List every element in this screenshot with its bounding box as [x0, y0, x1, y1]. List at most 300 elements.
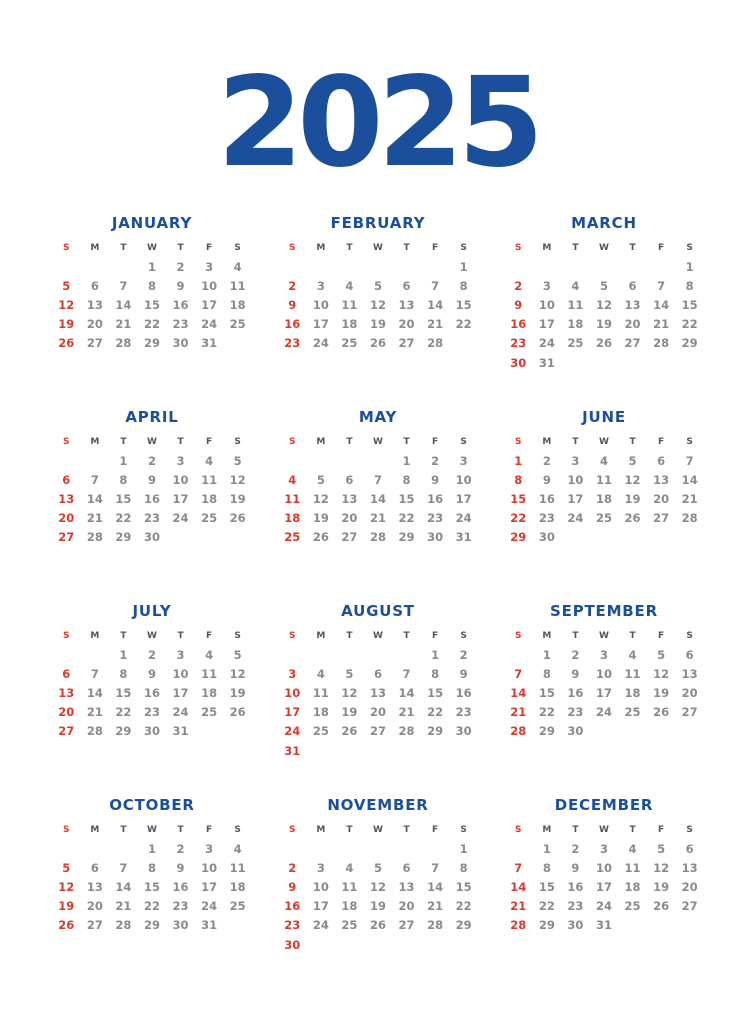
sunday-date: 18 [284, 511, 301, 526]
weekday-label: S [460, 242, 467, 253]
date: 3 [316, 860, 325, 875]
week-row [278, 451, 478, 470]
date: 3 [599, 647, 608, 662]
weekday-label: T [177, 824, 184, 835]
week-row [52, 470, 252, 489]
date: 17 [201, 297, 218, 312]
date: 6 [685, 841, 694, 856]
date: 11 [341, 879, 358, 894]
week-row [278, 703, 478, 722]
week-row [278, 315, 478, 334]
date: 16 [567, 879, 584, 894]
date: 4 [345, 860, 354, 875]
date: 28 [398, 724, 415, 739]
date: 14 [369, 491, 386, 506]
sunday-date: 29 [510, 530, 527, 545]
date: 20 [681, 685, 698, 700]
date: 8 [685, 278, 694, 293]
date: 13 [624, 297, 641, 312]
sunday-date: 23 [284, 918, 301, 933]
weekday-label: F [432, 824, 439, 835]
date: 8 [459, 278, 468, 293]
date: 3 [542, 278, 551, 293]
date: 13 [398, 879, 415, 894]
weekday-label: F [206, 242, 213, 253]
date: 5 [345, 666, 354, 681]
date: 9 [542, 472, 551, 487]
weekday-label: T [177, 436, 184, 447]
date: 29 [115, 724, 132, 739]
date: 22 [455, 899, 472, 914]
week-row [52, 916, 252, 935]
weekday-label: M [90, 824, 100, 835]
date: 12 [341, 685, 358, 700]
date: 13 [653, 472, 670, 487]
date: 31 [172, 724, 189, 739]
month-name: OCTOBER [109, 796, 195, 814]
date: 14 [86, 685, 103, 700]
date: 24 [201, 317, 218, 332]
week-row [278, 276, 478, 295]
week-row [52, 295, 252, 314]
weekday-label: S [460, 824, 467, 835]
date: 27 [624, 336, 641, 351]
month-name: JANUARY [111, 214, 193, 232]
week-row [504, 451, 704, 470]
weekday-header [504, 432, 704, 451]
week-row [278, 334, 478, 353]
sunday-date: 23 [510, 336, 527, 351]
date: 22 [538, 899, 555, 914]
weekday-header [52, 432, 252, 451]
date: 18 [341, 899, 358, 914]
date: 2 [147, 453, 156, 468]
week-row [52, 489, 252, 508]
date: 28 [86, 724, 103, 739]
weekday-label: F [206, 436, 213, 447]
date: 7 [402, 666, 411, 681]
weekday-label: T [346, 630, 353, 641]
weekday-label: T [403, 436, 410, 447]
weekday-label: T [120, 242, 127, 253]
weekday-label: M [316, 824, 326, 835]
month-name: APRIL [125, 408, 179, 426]
sunday-date: 14 [510, 685, 527, 700]
weekday-label: M [90, 630, 100, 641]
date: 9 [431, 472, 440, 487]
date: 12 [229, 472, 246, 487]
date: 5 [316, 472, 325, 487]
weekday-label: F [658, 824, 665, 835]
date: 5 [628, 453, 637, 468]
date: 5 [657, 841, 666, 856]
date: 27 [681, 705, 698, 720]
date: 29 [538, 918, 555, 933]
weekday-label: S [686, 824, 693, 835]
weekday-label: W [373, 242, 383, 253]
weekday-label: F [658, 242, 665, 253]
date: 6 [685, 647, 694, 662]
month-january [52, 210, 252, 404]
weekday-header [278, 238, 478, 257]
date: 15 [681, 297, 698, 312]
week-row [504, 877, 704, 896]
week-row [278, 295, 478, 314]
date: 6 [90, 860, 99, 875]
weekday-label: S [63, 436, 70, 447]
date: 7 [431, 860, 440, 875]
date: 27 [398, 918, 415, 933]
month-november [278, 792, 478, 986]
sunday-date: 2 [514, 278, 523, 293]
date: 1 [542, 841, 551, 856]
month-name: AUGUST [341, 602, 415, 620]
week-row [278, 722, 478, 741]
week-row [504, 295, 704, 314]
date: 15 [455, 879, 472, 894]
week-row [278, 877, 478, 896]
date: 4 [628, 841, 637, 856]
date: 23 [455, 705, 472, 720]
sunday-date: 13 [58, 685, 75, 700]
week-row [278, 683, 478, 702]
date: 13 [398, 297, 415, 312]
date: 7 [373, 472, 382, 487]
date: 21 [86, 705, 103, 720]
weekday-label: S [515, 436, 522, 447]
date: 14 [681, 472, 698, 487]
months-grid [52, 210, 706, 986]
sunday-date: 1 [514, 453, 523, 468]
date: 18 [312, 705, 329, 720]
date: 12 [229, 666, 246, 681]
date: 2 [176, 841, 185, 856]
week-row [52, 334, 252, 353]
date: 4 [233, 259, 242, 274]
date: 28 [369, 530, 386, 545]
date: 1 [119, 453, 128, 468]
week-row [52, 451, 252, 470]
month-name: MARCH [571, 214, 637, 232]
weekday-label: W [599, 630, 609, 641]
week-row [504, 839, 704, 858]
date: 30 [172, 918, 189, 933]
date: 17 [595, 685, 612, 700]
sunday-date: 21 [510, 899, 527, 914]
week-row [504, 353, 704, 372]
date: 7 [119, 860, 128, 875]
date: 12 [369, 879, 386, 894]
date: 1 [459, 259, 468, 274]
date: 12 [369, 297, 386, 312]
date: 24 [455, 511, 472, 526]
date: 26 [341, 724, 358, 739]
weekday-label: T [572, 436, 579, 447]
date: 19 [229, 685, 246, 700]
date: 3 [316, 278, 325, 293]
sunday-date: 5 [62, 860, 71, 875]
date: 9 [571, 666, 580, 681]
week-row [52, 877, 252, 896]
month-june [504, 404, 704, 598]
date: 7 [119, 278, 128, 293]
month-name: DECEMBER [554, 796, 654, 814]
date: 20 [398, 899, 415, 914]
weekday-label: T [629, 242, 636, 253]
weekday-label: T [629, 630, 636, 641]
date: 19 [624, 491, 641, 506]
weekday-label: S [460, 436, 467, 447]
date: 6 [345, 472, 354, 487]
date: 20 [341, 511, 358, 526]
date: 25 [201, 511, 218, 526]
date: 18 [567, 317, 584, 332]
date: 20 [86, 317, 103, 332]
date: 11 [312, 685, 329, 700]
sunday-date: 21 [510, 705, 527, 720]
weekday-label: S [460, 630, 467, 641]
date: 20 [86, 899, 103, 914]
date: 15 [143, 297, 160, 312]
date: 11 [624, 860, 641, 875]
month-name: FEBRUARY [330, 214, 426, 232]
week-row [278, 470, 478, 489]
week-row [52, 839, 252, 858]
weekday-header [278, 820, 478, 839]
date: 1 [685, 259, 694, 274]
month-name: JULY [132, 602, 172, 620]
date: 24 [172, 511, 189, 526]
date: 19 [653, 685, 670, 700]
week-row [504, 257, 704, 276]
date: 30 [172, 336, 189, 351]
date: 25 [595, 511, 612, 526]
date: 23 [172, 317, 189, 332]
weekday-label: M [90, 436, 100, 447]
date: 29 [398, 530, 415, 545]
date: 28 [115, 336, 132, 351]
date: 12 [653, 860, 670, 875]
sunday-date: 2 [288, 278, 297, 293]
date: 24 [595, 705, 612, 720]
date: 12 [653, 666, 670, 681]
date: 29 [681, 336, 698, 351]
weekday-label: W [147, 436, 157, 447]
month-december [504, 792, 704, 986]
sunday-date: 16 [284, 899, 301, 914]
date: 2 [571, 841, 580, 856]
date: 11 [229, 278, 246, 293]
date: 7 [90, 666, 99, 681]
weekday-label: T [572, 242, 579, 253]
date: 17 [312, 317, 329, 332]
date: 24 [567, 511, 584, 526]
date: 3 [176, 647, 185, 662]
week-row [278, 741, 478, 760]
week-row [504, 509, 704, 528]
date: 18 [595, 491, 612, 506]
month-july [52, 598, 252, 792]
week-row [52, 683, 252, 702]
weekday-label: W [373, 824, 383, 835]
date: 22 [143, 317, 160, 332]
year-title: 2025 [216, 51, 539, 195]
date: 6 [657, 453, 666, 468]
date: 26 [653, 705, 670, 720]
sunday-date: 22 [510, 511, 527, 526]
weekday-label: T [403, 630, 410, 641]
date: 14 [653, 297, 670, 312]
week-row [278, 645, 478, 664]
date: 25 [201, 705, 218, 720]
sunday-date: 12 [58, 297, 75, 312]
date: 15 [115, 685, 132, 700]
sunday-date: 6 [62, 472, 71, 487]
weekday-label: S [289, 242, 296, 253]
date: 25 [341, 918, 358, 933]
date: 12 [624, 472, 641, 487]
date: 9 [147, 472, 156, 487]
date: 31 [595, 918, 612, 933]
month-february [278, 210, 478, 404]
sunday-date: 11 [284, 491, 301, 506]
week-row [52, 257, 252, 276]
date: 10 [201, 860, 218, 875]
weekday-label: S [515, 242, 522, 253]
weekday-label: W [373, 436, 383, 447]
date: 20 [624, 317, 641, 332]
date: 2 [431, 453, 440, 468]
date: 9 [571, 860, 580, 875]
sunday-date: 16 [510, 317, 527, 332]
weekday-label: S [515, 824, 522, 835]
date: 27 [86, 918, 103, 933]
sunday-date: 8 [514, 472, 523, 487]
week-row [52, 528, 252, 547]
date: 30 [455, 724, 472, 739]
date: 16 [143, 685, 160, 700]
week-row [52, 315, 252, 334]
weekday-label: F [432, 242, 439, 253]
month-name: JUNE [582, 408, 626, 426]
week-row [504, 703, 704, 722]
date: 17 [455, 491, 472, 506]
date: 31 [201, 336, 218, 351]
sunday-date: 9 [514, 297, 523, 312]
week-row [278, 897, 478, 916]
date: 21 [681, 491, 698, 506]
sunday-date: 30 [284, 937, 301, 952]
month-name: SEPTEMBER [550, 602, 658, 620]
weekday-label: F [432, 436, 439, 447]
month-name: NOVEMBER [327, 796, 429, 814]
weekday-label: W [599, 242, 609, 253]
week-row [504, 528, 704, 547]
date: 16 [567, 685, 584, 700]
date: 25 [229, 899, 246, 914]
date: 17 [595, 879, 612, 894]
date: 19 [341, 705, 358, 720]
date: 5 [233, 453, 242, 468]
date: 29 [143, 336, 160, 351]
weekday-label: F [658, 630, 665, 641]
weekday-label: M [316, 242, 326, 253]
date: 24 [595, 899, 612, 914]
sunday-date: 4 [288, 472, 297, 487]
date: 5 [373, 860, 382, 875]
date: 17 [172, 491, 189, 506]
date: 8 [119, 666, 128, 681]
date: 19 [369, 317, 386, 332]
sunday-date: 19 [58, 317, 75, 332]
date: 2 [542, 453, 551, 468]
date: 15 [455, 297, 472, 312]
date: 9 [147, 666, 156, 681]
date: 1 [542, 647, 551, 662]
date: 15 [538, 879, 555, 894]
date: 8 [542, 860, 551, 875]
date: 13 [86, 297, 103, 312]
date: 27 [369, 724, 386, 739]
date: 14 [86, 491, 103, 506]
sunday-date: 5 [62, 278, 71, 293]
week-row [278, 664, 478, 683]
week-row [52, 722, 252, 741]
week-row [504, 276, 704, 295]
date: 5 [373, 278, 382, 293]
weekday-label: T [177, 242, 184, 253]
date: 3 [571, 453, 580, 468]
date: 4 [571, 278, 580, 293]
week-row [278, 257, 478, 276]
sunday-date: 9 [288, 879, 297, 894]
date: 26 [624, 511, 641, 526]
sunday-date: 27 [58, 724, 75, 739]
date: 30 [538, 530, 555, 545]
sunday-date: 12 [58, 879, 75, 894]
date: 24 [312, 918, 329, 933]
date: 16 [538, 491, 555, 506]
date: 8 [431, 666, 440, 681]
date: 1 [431, 647, 440, 662]
date: 28 [115, 918, 132, 933]
week-row [504, 664, 704, 683]
date: 21 [427, 899, 444, 914]
date: 18 [624, 879, 641, 894]
date: 21 [653, 317, 670, 332]
date: 18 [201, 491, 218, 506]
date: 14 [115, 879, 132, 894]
date: 17 [538, 317, 555, 332]
date: 26 [229, 511, 246, 526]
date: 13 [341, 491, 358, 506]
week-row [504, 470, 704, 489]
month-april [52, 404, 252, 598]
date: 10 [172, 472, 189, 487]
date: 26 [229, 705, 246, 720]
date: 29 [143, 918, 160, 933]
date: 20 [369, 705, 386, 720]
weekday-header [504, 626, 704, 645]
weekday-label: M [90, 242, 100, 253]
sunday-date: 3 [288, 666, 297, 681]
date: 31 [201, 918, 218, 933]
date: 16 [172, 879, 189, 894]
week-row [52, 858, 252, 877]
weekday-label: S [234, 824, 241, 835]
date: 31 [455, 530, 472, 545]
week-row [504, 722, 704, 741]
